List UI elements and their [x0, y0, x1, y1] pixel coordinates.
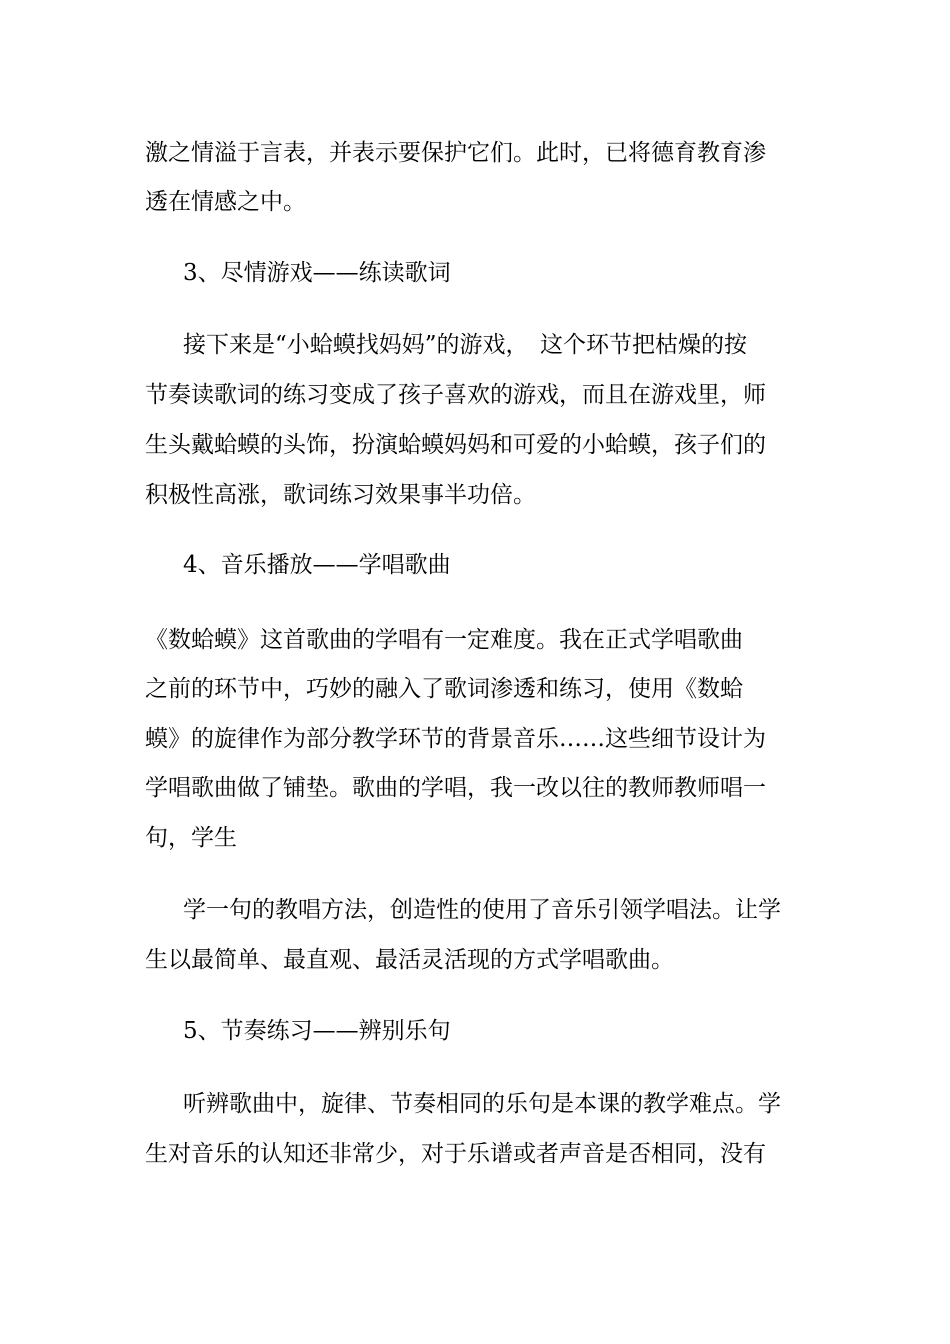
paragraph-line: 生头戴蛤蟆的头饰，扮演蛤蟆妈妈和可爱的小蛤蟆，孩子们的	[145, 432, 766, 458]
paragraph-line: 听辨歌曲中，旋律、节奏相同的乐句是本课的教学难点。学	[183, 1091, 781, 1117]
paragraph-line: 生以最简单、最直观、最活灵活现的方式学唱歌曲。	[145, 947, 674, 973]
paragraph-line: 蟆》的旋律作为部分教学环节的背景音乐……这些细节设计为	[145, 726, 766, 752]
section-heading-5: 5、节奏练习——辨别乐句	[183, 1018, 451, 1044]
section-heading-4: 4、音乐播放——学唱歌曲	[183, 552, 451, 578]
paragraph-line: 学一句的教唱方法，创造性的使用了音乐引领学唱法。让学	[183, 897, 781, 923]
paragraph-line: 《数蛤蟆》这首歌曲的学唱有一定难度。我在正式学唱歌曲	[145, 627, 743, 653]
paragraph-line: 激之情溢于言表，并表示要保护它们。此时，已将德育教育渗	[145, 140, 766, 166]
paragraph-line: 句，学生	[145, 825, 237, 851]
paragraph-line: 接下来是“小蛤蟆找妈妈”的游戏， 这个环节把枯燥的按	[183, 332, 748, 358]
paragraph-line: 透在情感之中。	[145, 189, 306, 215]
paragraph-line: 之前的环节中，巧妙的融入了歌词渗透和练习，使用《数蛤	[145, 676, 743, 702]
section-heading-3: 3、尽情游戏——练读歌词	[183, 260, 451, 286]
paragraph-line: 学唱歌曲做了铺垫。歌曲的学唱，我一改以往的教师教师唱一	[145, 775, 766, 801]
paragraph-line: 节奏读歌词的练习变成了孩子喜欢的游戏，而且在游戏里，师	[145, 382, 766, 408]
paragraph-line: 积极性高涨，歌词练习效果事半功倍。	[145, 482, 536, 508]
paragraph-line: 生对音乐的认知还非常少，对于乐谱或者声音是否相同，没有	[145, 1141, 766, 1167]
